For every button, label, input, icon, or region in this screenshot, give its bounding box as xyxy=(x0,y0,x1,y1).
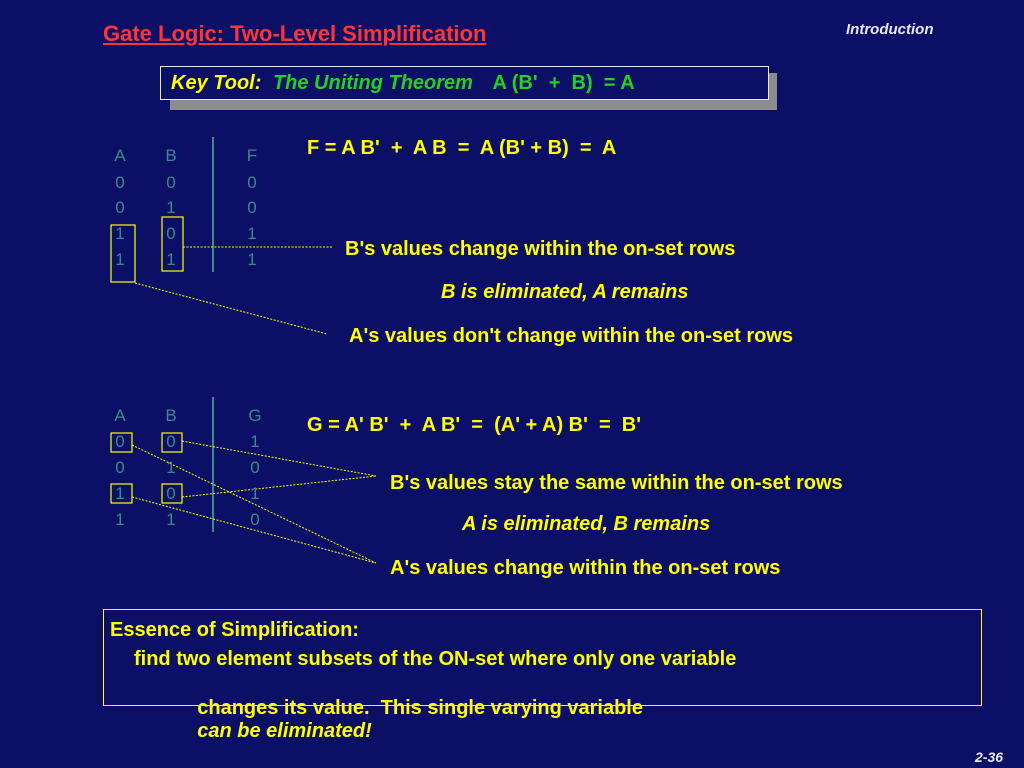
table-cell: 0 xyxy=(247,173,257,192)
conclusion-a-eliminated: A is eliminated, B remains xyxy=(462,513,711,535)
equation-f: F = A B' + A B = A (B' + B) = A xyxy=(307,137,617,159)
note-b-same: B's values stay the same within the on-set rows xyxy=(390,472,843,494)
table2-header-g: G xyxy=(248,406,262,425)
key-tool-formula: A (B' + B) = A xyxy=(492,72,635,94)
page-number: 2-36 xyxy=(975,749,1004,765)
table-cell: 0 xyxy=(250,510,260,529)
essence-line-2 xyxy=(175,674,643,766)
essence-heading: Essence of Simplification: xyxy=(110,619,359,641)
table-cell: 1 xyxy=(166,458,176,477)
table-cell: 1 xyxy=(247,250,257,269)
note-a-changes: A's values change within the on-set rows xyxy=(390,557,781,579)
table-cell: 0 xyxy=(115,458,125,477)
table-cell: 1 xyxy=(166,510,176,529)
conclusion-b-eliminated: B is eliminated, A remains xyxy=(441,281,689,303)
key-tool-theorem: The Uniting Theorem xyxy=(272,72,473,94)
table1-header-f: F xyxy=(246,146,258,165)
table2-header-a: A xyxy=(114,406,126,425)
essence-emphasis: can be eliminated! xyxy=(197,720,372,742)
table-cell: 1 xyxy=(115,224,125,243)
table-cell: 0 xyxy=(166,432,176,451)
table-cell: 1 xyxy=(115,484,125,503)
equation-g: G = A' B' + A B' = (A' + A) B' = B' xyxy=(307,414,641,436)
table-cell: 0 xyxy=(115,173,125,192)
slide-title: Gate Logic: Two-Level Simplification xyxy=(103,21,487,46)
note-b-changes: B's values change within the on-set rows xyxy=(345,238,736,260)
table-cell: 0 xyxy=(247,198,257,217)
table-cell: 0 xyxy=(166,224,176,243)
table-cell: 0 xyxy=(115,198,125,217)
table-cell: 0 xyxy=(115,432,125,451)
table-cell: 1 xyxy=(115,250,125,269)
table-cell: 1 xyxy=(115,510,125,529)
table-cell: 0 xyxy=(166,173,176,192)
table-cell: 0 xyxy=(166,484,176,503)
table-cell: 1 xyxy=(250,432,260,451)
essence-line-1: find two element subsets of the ON-set where only one variable xyxy=(134,648,737,670)
table1-header-a: A xyxy=(114,146,126,165)
note-a-unchanged: A's values don't change within the on-set rows xyxy=(349,325,794,347)
key-tool-label: Key Tool: xyxy=(171,72,262,94)
essence-box xyxy=(103,609,982,742)
table1-header-b: B xyxy=(165,146,177,165)
table-cell: 1 xyxy=(247,224,257,243)
table2-header-b: B xyxy=(165,406,177,425)
essence-line-2-text: changes its value. This single varying variable xyxy=(197,697,643,719)
section-label: Introduction xyxy=(846,21,934,38)
table-cell: 1 xyxy=(166,198,176,217)
table-cell: 1 xyxy=(250,484,260,503)
table-cell: 0 xyxy=(250,458,260,477)
table-cell: 1 xyxy=(166,250,176,269)
